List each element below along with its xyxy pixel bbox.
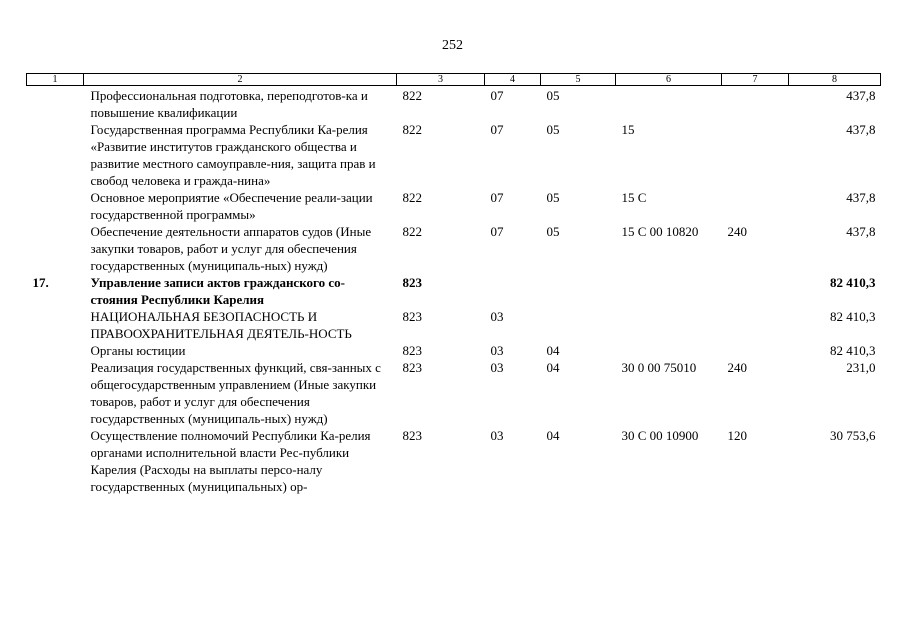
amount: 437,8 xyxy=(846,122,876,137)
subsection-code: 04 xyxy=(546,428,560,443)
target-article-code xyxy=(616,342,722,359)
row-number xyxy=(27,121,84,189)
column-header: 2 xyxy=(84,74,397,86)
table-row xyxy=(27,189,881,223)
subsection-code xyxy=(541,274,616,308)
amount: 82 410,3 xyxy=(830,309,876,324)
section-code: 03 xyxy=(490,428,504,443)
row-number xyxy=(27,427,84,495)
expense-type-code xyxy=(722,274,789,308)
section-code: 07 xyxy=(490,88,504,103)
row-name: Основное мероприятие «Обеспечение реали-зации государственной программы» xyxy=(90,190,373,222)
row-name: Органы юстиции xyxy=(90,343,186,358)
ministry-code: 823 xyxy=(402,275,422,290)
header-row xyxy=(27,74,881,86)
row-name: Осуществление полномочий Республики Ка-релия органами исполнительной власти Рес-публики Карелия (Расходы на выплаты персо-налу государственных (муниципальных) ор- xyxy=(90,428,371,494)
ministry-code: 822 xyxy=(402,88,422,103)
row-name: Обеспечение деятельности аппаратов судов (Иные закупки товаров, работ и услуг для обеспечения государственных (муниципаль-ных) нужд) xyxy=(90,224,372,273)
subsection-code: 04 xyxy=(546,343,560,358)
target-article-code xyxy=(616,274,722,308)
row-name: Профессиональная подготовка, переподготов-ка и повышение квалификации xyxy=(90,88,368,120)
section-code: 03 xyxy=(490,309,504,324)
amount: 437,8 xyxy=(846,190,876,205)
column-header: 6 xyxy=(616,74,722,86)
target-article-code: 30 0 00 75010 xyxy=(621,360,697,375)
section-code: 03 xyxy=(490,360,504,375)
table-body xyxy=(27,86,881,496)
subsection-code: 05 xyxy=(546,190,560,205)
table-header xyxy=(27,74,881,86)
row-name: Управление записи актов гражданского со-стояния Республики Карелия xyxy=(90,275,345,307)
section-code: 03 xyxy=(490,343,504,358)
target-article-code: 15 С xyxy=(621,190,647,205)
budget-table xyxy=(26,73,881,495)
column-header: 8 xyxy=(789,74,881,86)
amount: 231,0 xyxy=(846,360,876,375)
column-header: 1 xyxy=(27,74,84,86)
ministry-code: 823 xyxy=(402,309,422,324)
section-code: 07 xyxy=(490,190,504,205)
expense-type-code xyxy=(722,308,789,342)
row-number xyxy=(27,359,84,427)
section-code: 07 xyxy=(490,224,504,239)
target-article-code: 30 С 00 10900 xyxy=(621,428,699,443)
row-number xyxy=(27,223,84,274)
target-article-code: 15 С 00 10820 xyxy=(621,224,699,239)
amount: 30 753,6 xyxy=(830,428,876,443)
section-code xyxy=(485,274,541,308)
column-header: 4 xyxy=(485,74,541,86)
page-number: 252 xyxy=(442,38,463,53)
column-header: 5 xyxy=(541,74,616,86)
expense-type-code xyxy=(722,342,789,359)
amount: 437,8 xyxy=(846,224,876,239)
ministry-code: 823 xyxy=(402,343,422,358)
ministry-code: 823 xyxy=(402,428,422,443)
subsection-code: 05 xyxy=(546,88,560,103)
ministry-code: 822 xyxy=(402,190,422,205)
expense-type-code xyxy=(722,121,789,189)
row-number xyxy=(27,342,84,359)
target-article-code xyxy=(616,86,722,122)
table-row-section xyxy=(27,274,881,308)
ministry-code: 822 xyxy=(402,122,422,137)
row-name: Государственная программа Республики Ка-релия «Развитие институтов гражданского общества и развитие местного самоуправле-ния, защита прав и свобод человека и гражда-нина» xyxy=(90,122,376,188)
amount: 82 410,3 xyxy=(830,275,876,290)
section-code: 07 xyxy=(490,122,504,137)
row-name: Реализация государственных функций, свя-занных с общегосударственным управлением (Иные закупки товаров, работ и услуг для обеспечения государственных (муниципаль-ных) нужд) xyxy=(90,360,381,426)
subsection-code xyxy=(541,308,616,342)
amount: 437,8 xyxy=(846,88,876,103)
ministry-code: 822 xyxy=(402,224,422,239)
column-header: 3 xyxy=(397,74,485,86)
target-article-code: 15 xyxy=(621,122,635,137)
table-row xyxy=(27,121,881,189)
table-row xyxy=(27,342,881,359)
subsection-code: 05 xyxy=(546,224,560,239)
table-row xyxy=(27,427,881,495)
target-article-code xyxy=(616,308,722,342)
row-name: НАЦИОНАЛЬНАЯ БЕЗОПАСНОСТЬ И ПРАВООХРАНИТЕЛЬНАЯ ДЕЯТЕЛЬ-НОСТЬ xyxy=(90,309,352,341)
row-number xyxy=(27,189,84,223)
subsection-code: 05 xyxy=(546,122,560,137)
expense-type-code xyxy=(722,86,789,122)
ministry-code: 823 xyxy=(402,360,422,375)
expense-type-code: 240 xyxy=(727,360,747,375)
expense-type-code: 240 xyxy=(727,224,747,239)
row-number xyxy=(27,86,84,122)
column-header: 7 xyxy=(722,74,789,86)
expense-type-code: 120 xyxy=(727,428,747,443)
table-row xyxy=(27,86,881,122)
expense-type-code xyxy=(722,189,789,223)
row-number: 17. xyxy=(32,275,49,290)
row-number xyxy=(27,308,84,342)
table-row xyxy=(27,359,881,427)
table-row xyxy=(27,223,881,274)
subsection-code: 04 xyxy=(546,360,560,375)
amount: 82 410,3 xyxy=(830,343,876,358)
table-row xyxy=(27,308,881,342)
